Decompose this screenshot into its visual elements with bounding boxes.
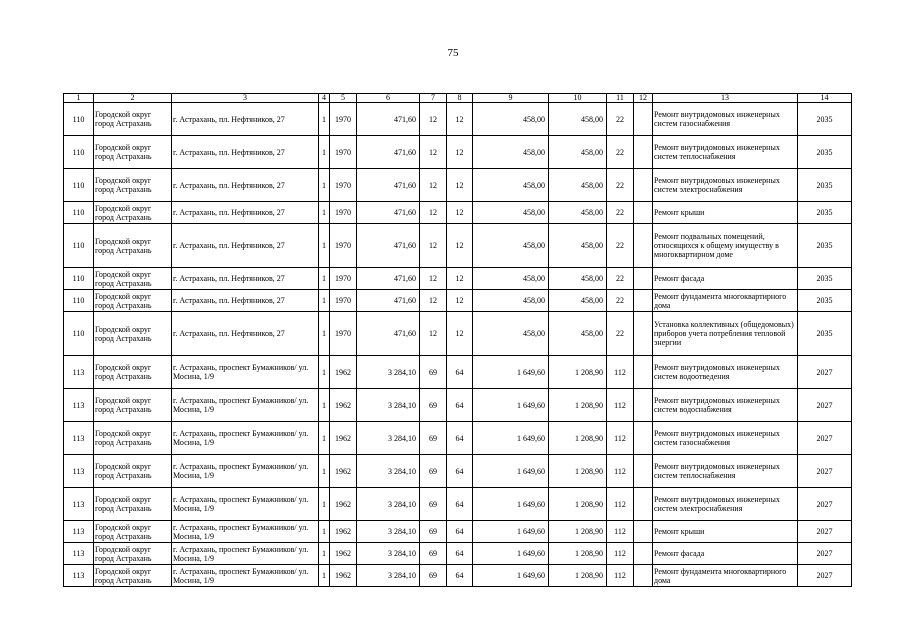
col-9-value-cell: 1 649,60 [473, 389, 549, 422]
work-type-cell: Ремонт фундамента многоквартирного дома [653, 290, 798, 312]
row-number-cell: 113 [64, 455, 94, 488]
col-8-value-cell: 12 [447, 290, 473, 312]
col-10-value-cell: 458,00 [549, 290, 607, 312]
column-number: 3 [172, 94, 319, 103]
address-cell: г. Астрахань, проспект Бумажников/ ул. Мосина, 1/9 [172, 455, 319, 488]
total-area-cell: 471,60 [357, 169, 420, 202]
row-number-cell: 110 [64, 224, 94, 268]
col-10-value-cell: 1 208,90 [549, 488, 607, 521]
col-11-value-cell: 22 [607, 312, 634, 356]
col-11-value-cell: 112 [607, 565, 634, 587]
col-12-value-cell [634, 136, 653, 169]
build-year-cell: 1970 [330, 224, 357, 268]
municipality-cell: Городской округ город Астрахань [94, 565, 172, 587]
col-9-value-cell: 458,00 [473, 224, 549, 268]
col-11-value-cell: 22 [607, 103, 634, 136]
address-cell: г. Астрахань, проспект Бумажников/ ул. Мосина, 1/9 [172, 422, 319, 455]
col-10-value-cell: 1 208,90 [549, 455, 607, 488]
work-type-cell: Ремонт внутридомовых инженерных систем водоснабжения [653, 389, 798, 422]
row-number-cell: 110 [64, 136, 94, 169]
col-10-value-cell: 458,00 [549, 268, 607, 290]
col-7-value-cell: 69 [420, 488, 447, 521]
address-cell: г. Астрахань, пл. Нефтяников, 27 [172, 224, 319, 268]
table-row [64, 202, 852, 224]
table-row [64, 422, 852, 455]
col-11-value-cell: 22 [607, 290, 634, 312]
col-12-value-cell [634, 389, 653, 422]
table-row [64, 521, 852, 543]
work-type-cell: Установка коллективных (общедомовых) приборов учета потребления тепловой энергии [653, 312, 798, 356]
col-7-value-cell: 12 [420, 103, 447, 136]
row-number-cell: 113 [64, 356, 94, 389]
municipality-cell: Городской округ город Астрахань [94, 268, 172, 290]
work-type-cell: Ремонт фасада [653, 543, 798, 565]
municipality-cell: Городской округ город Астрахань [94, 290, 172, 312]
column-number: 8 [447, 94, 473, 103]
col-10-value-cell: 458,00 [549, 224, 607, 268]
column-number: 11 [607, 94, 634, 103]
col-7-value-cell: 69 [420, 543, 447, 565]
col-11-value-cell: 22 [607, 224, 634, 268]
col-10-value-cell: 458,00 [549, 103, 607, 136]
col-9-value-cell: 458,00 [473, 169, 549, 202]
col-8-value-cell: 64 [447, 356, 473, 389]
col-11-value-cell: 22 [607, 202, 634, 224]
row-number-cell: 113 [64, 543, 94, 565]
build-year-cell: 1962 [330, 356, 357, 389]
col-11-value-cell: 112 [607, 543, 634, 565]
col-9-value-cell: 458,00 [473, 290, 549, 312]
work-type-cell: Ремонт внутридомовых инженерных систем теплоснабжения [653, 455, 798, 488]
total-area-cell: 471,60 [357, 312, 420, 356]
col-12-value-cell [634, 312, 653, 356]
col-12-value-cell [634, 290, 653, 312]
col-7-value-cell: 69 [420, 356, 447, 389]
address-cell: г. Астрахань, пл. Нефтяников, 27 [172, 290, 319, 312]
table-row [64, 103, 852, 136]
col-7-value-cell: 69 [420, 422, 447, 455]
address-cell: г. Астрахань, проспект Бумажников/ ул. Мосина, 1/9 [172, 543, 319, 565]
total-area-cell: 471,60 [357, 103, 420, 136]
work-type-cell: Ремонт внутридомовых инженерных систем теплоснабжения [653, 136, 798, 169]
col-12-value-cell [634, 202, 653, 224]
work-type-cell: Ремонт внутридомовых инженерных систем газоснабжения [653, 103, 798, 136]
planned-year-cell: 2027 [798, 488, 852, 521]
build-year-cell: 1970 [330, 290, 357, 312]
col-12-value-cell [634, 488, 653, 521]
table-row [64, 455, 852, 488]
col-8-value-cell: 64 [447, 389, 473, 422]
col-8-value-cell: 64 [447, 488, 473, 521]
build-year-cell: 1970 [330, 202, 357, 224]
column-number: 1 [64, 94, 94, 103]
col-9-value-cell: 1 649,60 [473, 422, 549, 455]
col-9-value-cell: 458,00 [473, 202, 549, 224]
planned-year-cell: 2035 [798, 312, 852, 356]
municipality-cell: Городской округ город Астрахань [94, 389, 172, 422]
column-number: 14 [798, 94, 852, 103]
table-row [64, 565, 852, 587]
col-4-value-cell: 1 [319, 565, 330, 587]
col-7-value-cell: 69 [420, 455, 447, 488]
col-10-value-cell: 458,00 [549, 312, 607, 356]
municipality-cell: Городской округ город Астрахань [94, 312, 172, 356]
work-type-cell: Ремонт фундамента многоквартирного дома [653, 565, 798, 587]
col-4-value-cell: 1 [319, 202, 330, 224]
column-number: 12 [634, 94, 653, 103]
build-year-cell: 1962 [330, 422, 357, 455]
col-7-value-cell: 12 [420, 224, 447, 268]
col-8-value-cell: 12 [447, 136, 473, 169]
col-11-value-cell: 112 [607, 455, 634, 488]
col-4-value-cell: 1 [319, 356, 330, 389]
build-year-cell: 1962 [330, 455, 357, 488]
col-9-value-cell: 458,00 [473, 103, 549, 136]
build-year-cell: 1970 [330, 136, 357, 169]
address-cell: г. Астрахань, пл. Нефтяников, 27 [172, 202, 319, 224]
col-4-value-cell: 1 [319, 103, 330, 136]
table-row [64, 389, 852, 422]
col-12-value-cell [634, 224, 653, 268]
col-7-value-cell: 12 [420, 169, 447, 202]
col-11-value-cell: 22 [607, 136, 634, 169]
col-12-value-cell [634, 455, 653, 488]
col-10-value-cell: 1 208,90 [549, 565, 607, 587]
table-row [64, 488, 852, 521]
col-8-value-cell: 64 [447, 455, 473, 488]
work-type-cell: Ремонт внутридомовых инженерных систем газоснабжения [653, 422, 798, 455]
work-type-cell: Ремонт подвальных помещений, относящихся к общему имуществу в многоквартирном доме [653, 224, 798, 268]
column-number: 9 [473, 94, 549, 103]
municipality-cell: Городской округ город Астрахань [94, 356, 172, 389]
col-4-value-cell: 1 [319, 224, 330, 268]
address-cell: г. Астрахань, проспект Бумажников/ ул. Мосина, 1/9 [172, 565, 319, 587]
col-12-value-cell [634, 565, 653, 587]
col-12-value-cell [634, 103, 653, 136]
build-year-cell: 1962 [330, 521, 357, 543]
col-10-value-cell: 1 208,90 [549, 521, 607, 543]
col-4-value-cell: 1 [319, 169, 330, 202]
total-area-cell: 471,60 [357, 224, 420, 268]
col-4-value-cell: 1 [319, 422, 330, 455]
col-4-value-cell: 1 [319, 312, 330, 356]
col-10-value-cell: 1 208,90 [549, 543, 607, 565]
col-7-value-cell: 69 [420, 565, 447, 587]
page-number: 75 [447, 47, 459, 59]
col-4-value-cell: 1 [319, 521, 330, 543]
municipality-cell: Городской округ город Астрахань [94, 521, 172, 543]
col-8-value-cell: 64 [447, 422, 473, 455]
build-year-cell: 1962 [330, 488, 357, 521]
planned-year-cell: 2027 [798, 356, 852, 389]
col-11-value-cell: 22 [607, 169, 634, 202]
col-9-value-cell: 458,00 [473, 268, 549, 290]
work-type-cell: Ремонт крыши [653, 202, 798, 224]
col-7-value-cell: 12 [420, 268, 447, 290]
address-cell: г. Астрахань, проспект Бумажников/ ул. Мосина, 1/9 [172, 389, 319, 422]
total-area-cell: 471,60 [357, 136, 420, 169]
col-8-value-cell: 12 [447, 312, 473, 356]
col-4-value-cell: 1 [319, 389, 330, 422]
planned-year-cell: 2035 [798, 202, 852, 224]
address-cell: г. Астрахань, проспект Бумажников/ ул. Мосина, 1/9 [172, 356, 319, 389]
table-row [64, 136, 852, 169]
table-row [64, 543, 852, 565]
row-number-cell: 110 [64, 290, 94, 312]
col-7-value-cell: 69 [420, 389, 447, 422]
col-12-value-cell [634, 356, 653, 389]
col-9-value-cell: 1 649,60 [473, 455, 549, 488]
work-type-cell: Ремонт крыши [653, 521, 798, 543]
build-year-cell: 1970 [330, 268, 357, 290]
col-8-value-cell: 12 [447, 202, 473, 224]
row-number-cell: 113 [64, 521, 94, 543]
municipality-cell: Городской округ город Астрахань [94, 543, 172, 565]
col-9-value-cell: 1 649,60 [473, 356, 549, 389]
total-area-cell: 3 284,10 [357, 543, 420, 565]
address-cell: г. Астрахань, пл. Нефтяников, 27 [172, 312, 319, 356]
col-10-value-cell: 1 208,90 [549, 422, 607, 455]
col-9-value-cell: 1 649,60 [473, 565, 549, 587]
municipality-cell: Городской округ город Астрахань [94, 103, 172, 136]
column-number: 7 [420, 94, 447, 103]
work-type-cell: Ремонт фасада [653, 268, 798, 290]
row-number-cell: 113 [64, 565, 94, 587]
planned-year-cell: 2027 [798, 422, 852, 455]
table-body [64, 94, 852, 587]
planned-year-cell: 2027 [798, 565, 852, 587]
municipality-cell: Городской округ город Астрахань [94, 488, 172, 521]
col-4-value-cell: 1 [319, 136, 330, 169]
planned-year-cell: 2027 [798, 389, 852, 422]
total-area-cell: 3 284,10 [357, 521, 420, 543]
row-number-cell: 113 [64, 422, 94, 455]
work-type-cell: Ремонт внутридомовых инженерных систем электроснабжения [653, 488, 798, 521]
table-row [64, 312, 852, 356]
table-row [64, 169, 852, 202]
address-cell: г. Астрахань, пл. Нефтяников, 27 [172, 169, 319, 202]
col-11-value-cell: 112 [607, 488, 634, 521]
col-12-value-cell [634, 521, 653, 543]
planned-year-cell: 2027 [798, 521, 852, 543]
col-4-value-cell: 1 [319, 488, 330, 521]
col-10-value-cell: 458,00 [549, 169, 607, 202]
table-row [64, 356, 852, 389]
table-row [64, 290, 852, 312]
col-12-value-cell [634, 268, 653, 290]
row-number-cell: 113 [64, 389, 94, 422]
col-11-value-cell: 112 [607, 356, 634, 389]
total-area-cell: 3 284,10 [357, 455, 420, 488]
column-number: 2 [94, 94, 172, 103]
row-number-cell: 110 [64, 268, 94, 290]
work-type-cell: Ремонт внутридомовых инженерных систем электроснабжения [653, 169, 798, 202]
total-area-cell: 3 284,10 [357, 389, 420, 422]
col-7-value-cell: 12 [420, 312, 447, 356]
municipality-cell: Городской округ город Астрахань [94, 136, 172, 169]
col-4-value-cell: 1 [319, 543, 330, 565]
row-number-cell: 113 [64, 488, 94, 521]
col-8-value-cell: 64 [447, 543, 473, 565]
total-area-cell: 3 284,10 [357, 422, 420, 455]
build-year-cell: 1962 [330, 389, 357, 422]
total-area-cell: 3 284,10 [357, 488, 420, 521]
build-year-cell: 1962 [330, 543, 357, 565]
total-area-cell: 3 284,10 [357, 356, 420, 389]
col-9-value-cell: 458,00 [473, 136, 549, 169]
col-10-value-cell: 458,00 [549, 202, 607, 224]
row-number-cell: 110 [64, 312, 94, 356]
address-cell: г. Астрахань, пл. Нефтяников, 27 [172, 268, 319, 290]
total-area-cell: 471,60 [357, 202, 420, 224]
column-number: 10 [549, 94, 607, 103]
total-area-cell: 471,60 [357, 268, 420, 290]
column-number-row [64, 94, 852, 103]
total-area-cell: 3 284,10 [357, 565, 420, 587]
col-8-value-cell: 12 [447, 103, 473, 136]
planned-year-cell: 2035 [798, 103, 852, 136]
planned-year-cell: 2035 [798, 224, 852, 268]
planned-year-cell: 2027 [798, 543, 852, 565]
address-cell: г. Астрахань, проспект Бумажников/ ул. Мосина, 1/9 [172, 488, 319, 521]
col-11-value-cell: 112 [607, 422, 634, 455]
col-8-value-cell: 12 [447, 169, 473, 202]
planned-year-cell: 2035 [798, 268, 852, 290]
col-4-value-cell: 1 [319, 290, 330, 312]
build-year-cell: 1970 [330, 312, 357, 356]
col-4-value-cell: 1 [319, 455, 330, 488]
repair-schedule-table [63, 93, 852, 587]
table-row [64, 268, 852, 290]
col-7-value-cell: 12 [420, 136, 447, 169]
col-8-value-cell: 12 [447, 268, 473, 290]
col-9-value-cell: 1 649,60 [473, 543, 549, 565]
row-number-cell: 110 [64, 103, 94, 136]
address-cell: г. Астрахань, пл. Нефтяников, 27 [172, 136, 319, 169]
build-year-cell: 1970 [330, 169, 357, 202]
col-12-value-cell [634, 169, 653, 202]
total-area-cell: 471,60 [357, 290, 420, 312]
col-11-value-cell: 112 [607, 389, 634, 422]
col-10-value-cell: 1 208,90 [549, 356, 607, 389]
col-10-value-cell: 1 208,90 [549, 389, 607, 422]
col-9-value-cell: 1 649,60 [473, 521, 549, 543]
municipality-cell: Городской округ город Астрахань [94, 169, 172, 202]
build-year-cell: 1970 [330, 103, 357, 136]
col-8-value-cell: 64 [447, 565, 473, 587]
municipality-cell: Городской округ город Астрахань [94, 224, 172, 268]
work-type-cell: Ремонт внутридомовых инженерных систем водоотведения [653, 356, 798, 389]
planned-year-cell: 2035 [798, 169, 852, 202]
row-number-cell: 110 [64, 169, 94, 202]
column-number: 6 [357, 94, 420, 103]
municipality-cell: Городской округ город Астрахань [94, 422, 172, 455]
address-cell: г. Астрахань, пл. Нефтяников, 27 [172, 103, 319, 136]
column-number: 5 [330, 94, 357, 103]
col-7-value-cell: 12 [420, 202, 447, 224]
col-11-value-cell: 22 [607, 268, 634, 290]
table-row [64, 224, 852, 268]
col-4-value-cell: 1 [319, 268, 330, 290]
col-8-value-cell: 64 [447, 521, 473, 543]
col-7-value-cell: 12 [420, 290, 447, 312]
col-8-value-cell: 12 [447, 224, 473, 268]
column-number: 13 [653, 94, 798, 103]
col-9-value-cell: 458,00 [473, 312, 549, 356]
col-11-value-cell: 112 [607, 521, 634, 543]
col-9-value-cell: 1 649,60 [473, 488, 549, 521]
planned-year-cell: 2035 [798, 136, 852, 169]
col-10-value-cell: 458,00 [549, 136, 607, 169]
planned-year-cell: 2035 [798, 290, 852, 312]
row-number-cell: 110 [64, 202, 94, 224]
planned-year-cell: 2027 [798, 455, 852, 488]
build-year-cell: 1962 [330, 565, 357, 587]
address-cell: г. Астрахань, проспект Бумажников/ ул. Мосина, 1/9 [172, 521, 319, 543]
municipality-cell: Городской округ город Астрахань [94, 455, 172, 488]
col-12-value-cell [634, 543, 653, 565]
column-number: 4 [319, 94, 330, 103]
municipality-cell: Городской округ город Астрахань [94, 202, 172, 224]
col-7-value-cell: 69 [420, 521, 447, 543]
col-12-value-cell [634, 422, 653, 455]
